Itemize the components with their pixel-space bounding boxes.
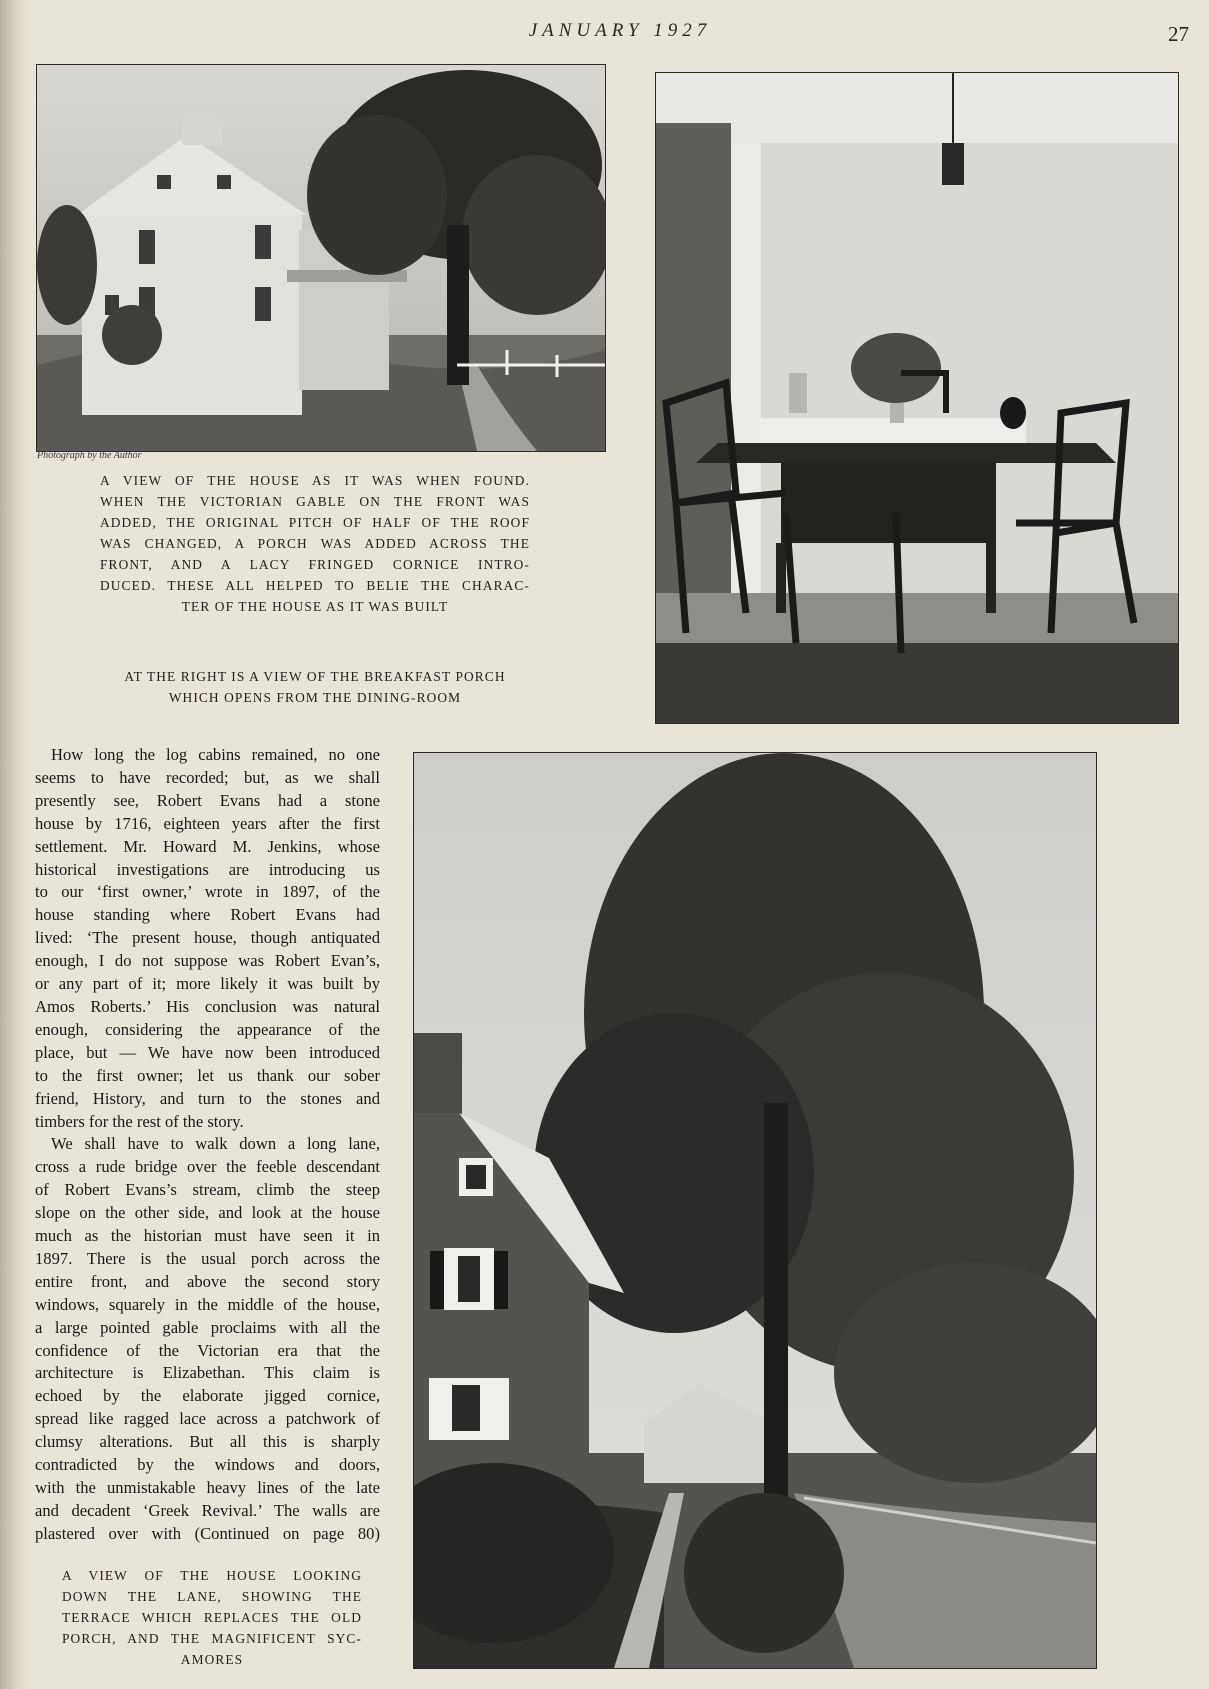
body-line: clumsy alterations. But all this is sharply [35, 1432, 380, 1452]
caption-line: DOWN THE LANE, SHOWING THE [62, 1589, 362, 1604]
body-line: enough, I do not suppose was Robert Evan’s, [35, 951, 380, 971]
body-line: to our ‘first owner,’ wrote in 1897, of the [35, 882, 380, 902]
page-number: 27 [1168, 22, 1189, 46]
photo-house-as-found [36, 64, 606, 452]
photo-breakfast-porch [655, 72, 1179, 724]
body-line: confidence of the Victorian era that the [35, 1340, 380, 1360]
body-line: timbers for the rest of the story. [35, 1111, 244, 1131]
body-line: Amos Roberts.’ His conclusion was natural [35, 996, 380, 1016]
body-line: presently see, Robert Evans had a stone [35, 790, 380, 810]
body-line: contradicted by the windows and doors, [35, 1455, 380, 1475]
caption-line: A VIEW OF THE HOUSE AS IT WAS WHEN FOUND. [100, 473, 530, 488]
article-body [35, 744, 380, 1546]
caption-line: ADDED, THE ORIGINAL PITCH OF HALF OF THE ROOF [100, 515, 530, 530]
breakfast-porch-image [656, 73, 1178, 723]
body-line: enough, considering the appearance of the [35, 1019, 380, 1039]
caption-lane-view [62, 1565, 362, 1670]
body-line: a large pointed gable proclaims with all the [35, 1317, 380, 1337]
body-line: lived: ‘The present house, though antiquated [35, 928, 380, 948]
body-line: house by 1716, eighteen years after the first [35, 813, 380, 833]
caption-line: AT THE RIGHT IS A VIEW OF THE BREAKFAST PORCH [124, 669, 506, 684]
caption-line: TERRACE WHICH REPLACES THE OLD [62, 1610, 362, 1625]
body-line: entire front, and above the second story [35, 1271, 380, 1291]
caption-line: FRONT, AND A LACY FRINGED CORNICE INTRO- [100, 557, 530, 572]
body-line: plastered over with (Continued on page 80) [35, 1523, 380, 1543]
caption-line: DUCED. THESE ALL HELPED TO BELIE THE CHARAC- [100, 578, 530, 593]
body-line: slope on the other side, and look at the house [35, 1203, 380, 1223]
body-line: echoed by the elaborate jigged cornice, [35, 1386, 380, 1406]
body-line: and decadent ‘Greek Revival.’ The walls are [35, 1500, 380, 1520]
body-line: architecture is Elizabethan. This claim is [35, 1363, 380, 1383]
body-line: historical investigations are introducing us [35, 859, 380, 879]
body-line: place, but — We have now been introduced [35, 1042, 380, 1062]
caption-line: WHEN THE VICTORIAN GABLE ON THE FRONT WAS [100, 494, 530, 509]
body-line: How long the log cabins remained, no one [51, 745, 380, 764]
caption-line: A VIEW OF THE HOUSE LOOKING [62, 1568, 362, 1583]
photo-lane-view [413, 752, 1097, 1669]
house-as-found-image [37, 65, 605, 451]
caption-line: AMORES [180, 1652, 244, 1667]
body-line: with the unmistakable heavy lines of the late [35, 1478, 380, 1497]
caption-line: WHICH OPENS FROM THE DINING-ROOM [168, 690, 462, 705]
photo-credit: Photograph by the Author [37, 450, 142, 461]
body-line: house standing where Robert Evans had [35, 905, 380, 925]
body-line: windows, squarely in the middle of the house, [35, 1294, 380, 1314]
caption-breakfast-porch [100, 666, 530, 708]
body-line: to the first owner; let us thank our sober [35, 1065, 380, 1085]
caption-line: TER OF THE HOUSE AS IT WAS BUILT [181, 599, 449, 614]
body-line: much as the historian must have seen it in [35, 1226, 380, 1246]
body-line: cross a rude bridge over the feeble descendant [35, 1157, 380, 1177]
page-gutter-shadow [0, 0, 30, 1689]
caption-line: WAS CHANGED, A PORCH WAS ADDED ACROSS THE [100, 536, 530, 551]
caption-line: PORCH, AND THE MAGNIFICENT SYC- [62, 1631, 362, 1646]
body-line: seems to have recorded; but, as we shall [35, 767, 380, 787]
body-line: friend, History, and turn to the stones and [35, 1088, 380, 1108]
body-line: We shall have to walk down a long lane, [51, 1134, 380, 1154]
body-line: of Robert Evans’s stream, climb the steep [35, 1180, 380, 1200]
body-line: settlement. Mr. Howard M. Jenkins, whose [35, 836, 380, 856]
caption-house-as-found [100, 470, 530, 617]
body-line: spread like ragged lace across a patchwork of [35, 1409, 380, 1429]
body-line: or any part of it; more likely it was built by [35, 974, 380, 994]
body-line: 1897. There is the usual porch across the [35, 1248, 380, 1268]
lane-view-image [414, 753, 1096, 1668]
running-head: JANUARY 1927 [528, 20, 712, 41]
